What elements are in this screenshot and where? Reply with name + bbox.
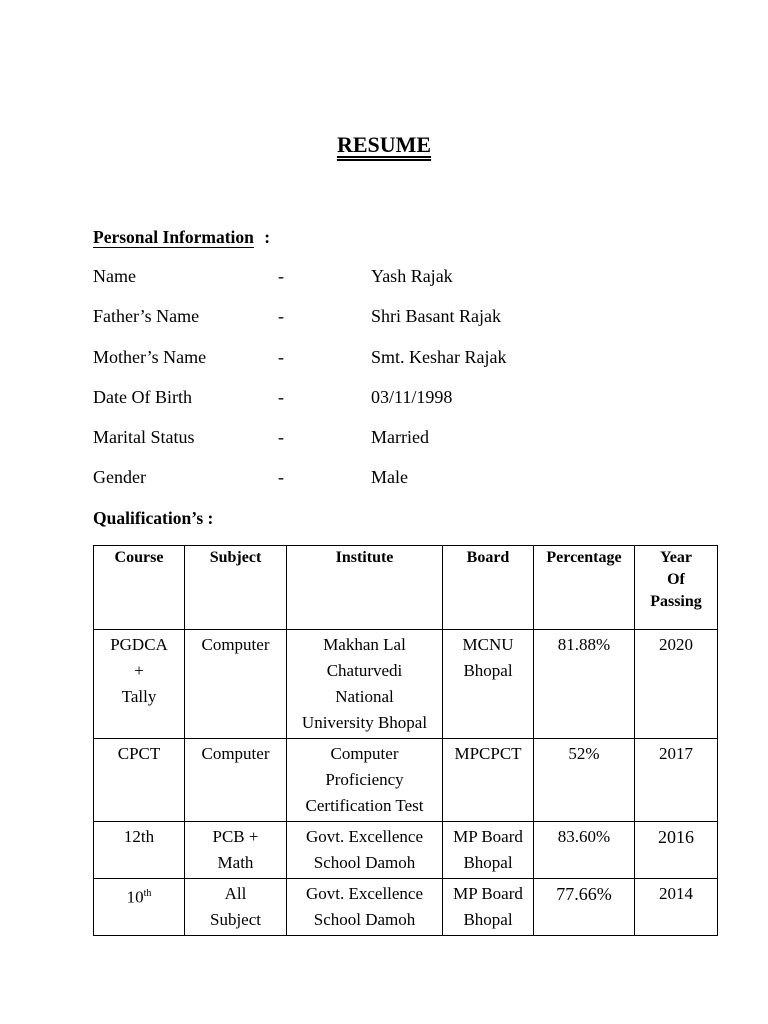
cell-board bbox=[443, 879, 534, 936]
cell-line: Computer bbox=[201, 744, 270, 763]
cell-year: 2016 bbox=[635, 822, 718, 879]
cell-percentage: 52% bbox=[534, 739, 635, 822]
cell-course bbox=[94, 822, 185, 879]
title-text: RESUME bbox=[336, 132, 432, 157]
cell-line: Makhan Lal bbox=[323, 635, 406, 654]
cell-institute bbox=[287, 879, 443, 936]
personal-info-heading bbox=[93, 227, 270, 248]
table-row bbox=[94, 739, 718, 822]
cell-line: School Damoh bbox=[313, 853, 416, 872]
info-row-mother bbox=[93, 347, 713, 371]
cell-year: 2017 bbox=[635, 739, 718, 822]
info-separator: - bbox=[278, 387, 284, 407]
header-subject: Subject bbox=[185, 546, 287, 630]
cell-year: 2020 bbox=[635, 630, 718, 739]
info-value: Married bbox=[371, 427, 429, 447]
cell-institute bbox=[287, 739, 443, 822]
info-value: Shri Basant Rajak bbox=[371, 306, 501, 326]
cell-course bbox=[94, 879, 185, 936]
cell-line: 12th bbox=[123, 827, 155, 846]
cell-line: Tally bbox=[121, 687, 157, 706]
info-row-name bbox=[93, 266, 713, 290]
cell-line: Chaturvedi bbox=[326, 661, 403, 680]
header-year: Year bbox=[660, 549, 692, 566]
cell-line: University Bhopal bbox=[301, 713, 428, 732]
header-of: Of bbox=[667, 571, 685, 588]
cell-subject bbox=[185, 630, 287, 739]
info-label: Father’s Name bbox=[93, 306, 200, 326]
info-separator: - bbox=[278, 427, 284, 447]
info-separator: - bbox=[278, 467, 284, 487]
cell-line: CPCT bbox=[117, 744, 161, 763]
info-label: Marital Status bbox=[93, 427, 195, 447]
cell-line: MP Board bbox=[453, 884, 523, 903]
info-row-marital bbox=[93, 427, 713, 451]
cell-institute bbox=[287, 822, 443, 879]
header-institute: Institute bbox=[287, 546, 443, 630]
cell-line: Bhopal bbox=[463, 853, 513, 872]
cell-subject bbox=[185, 739, 287, 822]
course-number: 10 bbox=[126, 887, 144, 907]
table-row bbox=[94, 879, 718, 936]
info-label: Date Of Birth bbox=[93, 387, 192, 407]
cell-line: PGDCA bbox=[110, 635, 168, 654]
info-row-father bbox=[93, 306, 713, 330]
cell-line: Computer bbox=[201, 635, 270, 654]
cell-line: MPCPCT bbox=[454, 744, 522, 763]
info-row-dob bbox=[93, 387, 713, 411]
cell-percentage: 83.60% bbox=[534, 822, 635, 879]
cell-percentage: 77.66% bbox=[534, 879, 635, 936]
table-row bbox=[94, 822, 718, 879]
cell-line: Govt. Excellence bbox=[305, 827, 424, 846]
course-ordinal-suffix: th bbox=[143, 888, 152, 899]
cell-line: Bhopal bbox=[463, 661, 513, 680]
info-value: Male bbox=[371, 467, 408, 487]
info-row-gender bbox=[93, 467, 713, 491]
cell-line: All bbox=[224, 884, 247, 903]
info-label: Name bbox=[93, 266, 136, 286]
cell-line: Math bbox=[217, 853, 254, 872]
cell-subject bbox=[185, 879, 287, 936]
cell-line: MP Board bbox=[453, 827, 523, 846]
cell-board bbox=[443, 739, 534, 822]
table-header-row bbox=[94, 546, 718, 630]
cell-board bbox=[443, 630, 534, 739]
resume-title bbox=[0, 132, 768, 158]
info-value: Smt. Keshar Rajak bbox=[371, 347, 507, 367]
info-separator: - bbox=[278, 347, 284, 367]
cell-percentage: 81.88% bbox=[534, 630, 635, 739]
cell-line: Proficiency bbox=[325, 770, 404, 789]
cell-line: Subject bbox=[210, 910, 261, 929]
cell-line: Certification Test bbox=[305, 796, 424, 815]
header-percentage: Percentage bbox=[534, 546, 635, 630]
cell-line: MCNU bbox=[462, 635, 514, 654]
cell-line: Govt. Excellence bbox=[305, 884, 424, 903]
cell-board bbox=[443, 822, 534, 879]
qualifications-heading: Qualification’s : bbox=[93, 508, 214, 528]
personal-info-heading-text: Personal Information bbox=[93, 227, 254, 247]
cell-institute bbox=[287, 630, 443, 739]
personal-info-colon: : bbox=[264, 227, 271, 247]
cell-line: National bbox=[335, 687, 394, 706]
cell-line: School Damoh bbox=[313, 910, 416, 929]
cell-line bbox=[97, 881, 181, 911]
qualifications-table bbox=[93, 545, 718, 936]
header-year-of-passing bbox=[635, 546, 718, 630]
header-course: Course bbox=[94, 546, 185, 630]
info-separator: - bbox=[278, 306, 284, 326]
info-value: 03/11/1998 bbox=[371, 387, 453, 407]
info-separator: - bbox=[278, 266, 284, 286]
cell-course bbox=[94, 630, 185, 739]
cell-line: Computer bbox=[330, 744, 399, 763]
header-passing: Passing bbox=[650, 593, 702, 610]
cell-line: + bbox=[134, 661, 144, 680]
info-label: Gender bbox=[93, 467, 146, 487]
header-board: Board bbox=[443, 546, 534, 630]
cell-year: 2014 bbox=[635, 879, 718, 936]
cell-line: PCB + bbox=[212, 827, 259, 846]
cell-course bbox=[94, 739, 185, 822]
table-row bbox=[94, 630, 718, 739]
info-label: Mother’s Name bbox=[93, 347, 207, 367]
info-value: Yash Rajak bbox=[371, 266, 453, 286]
cell-line: Bhopal bbox=[463, 910, 513, 929]
cell-subject bbox=[185, 822, 287, 879]
